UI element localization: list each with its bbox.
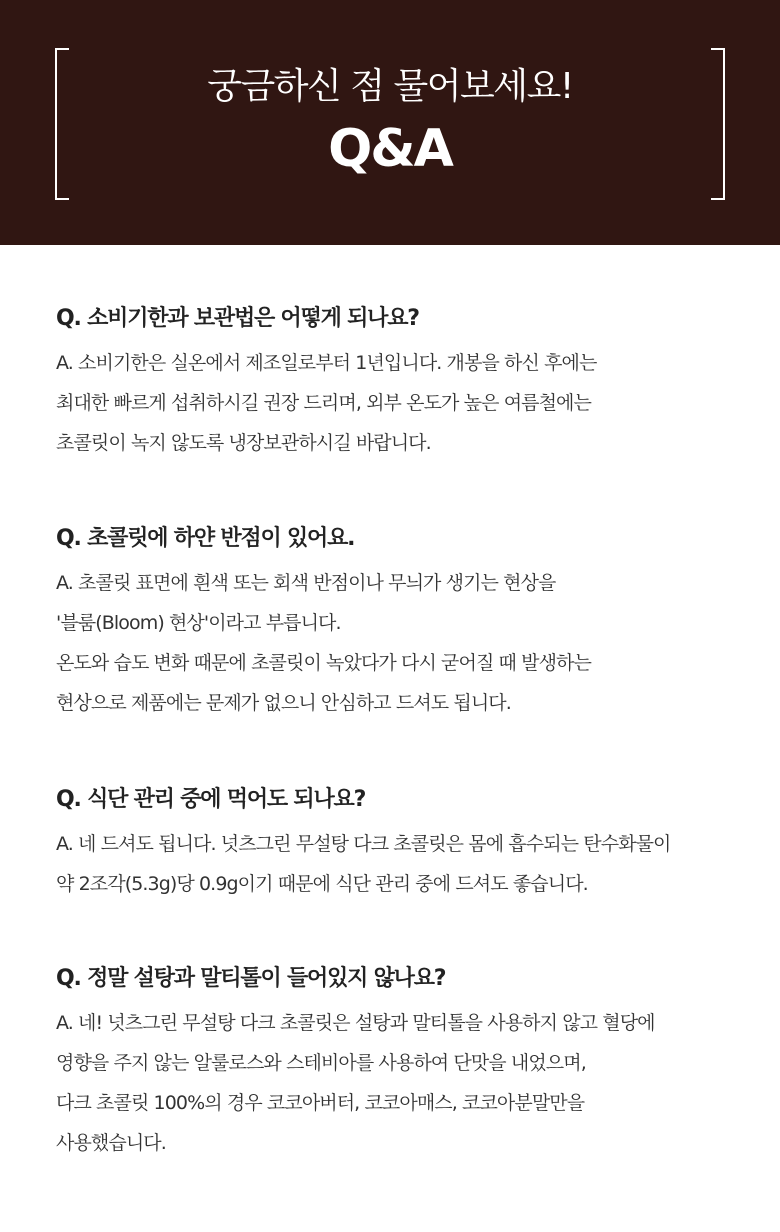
header-title: Q&A <box>328 119 452 179</box>
answer-line: '블룸(Bloom) 현상'이라고 부릅니다. <box>56 612 341 634</box>
answer-line: 사용했습니다. <box>56 1132 166 1154</box>
answer-block <box>56 343 756 463</box>
answer-line: A. 네 드셔도 됩니다. 넛츠그린 무설탕 다크 초콜릿은 몸에 흡수되는 탄수화물이 <box>56 833 671 855</box>
qa-item <box>56 964 756 1163</box>
answer-line: 초콜릿이 녹지 않도록 냉장보관하시길 바랍니다. <box>56 432 431 454</box>
answer-line: 약 2조각(5.3g)당 0.9g이기 때문에 식단 관리 중에 드셔도 좋습니다. <box>56 873 588 895</box>
answer-line: 현상으로 제품에는 문제가 없으니 안심하고 드셔도 됩니다. <box>56 692 511 714</box>
question-text: Q. 소비기한과 보관법은 어떻게 되나요? <box>56 306 419 331</box>
qa-item <box>56 304 756 463</box>
answer-line: 온도와 습도 변화 때문에 초콜릿이 녹았다가 다시 굳어질 때 발생하는 <box>56 652 591 674</box>
answer-line: 다크 초콜릿 100%의 경우 코코아버터, 코코아매스, 코코아분말만을 <box>56 1092 585 1114</box>
answer-line: A. 초콜릿 표면에 흰색 또는 회색 반점이나 무늬가 생기는 현상을 <box>56 572 556 594</box>
header-banner <box>0 0 780 245</box>
header-subtitle: 궁금하신 점 물어보세요! <box>207 66 573 107</box>
answer-block <box>56 1003 756 1163</box>
question-text: Q. 정말 설탕과 말티톨이 들어있지 않나요? <box>56 966 446 991</box>
qa-item <box>56 785 756 904</box>
answer-line: 최대한 빠르게 섭취하시길 권장 드리며, 외부 온도가 높은 여름철에는 <box>56 392 591 414</box>
qa-item <box>56 524 756 723</box>
answer-line: A. 소비기한은 실온에서 제조일로부터 1년입니다. 개봉을 하신 후에는 <box>56 352 597 374</box>
question-text: Q. 식단 관리 중에 먹어도 되나요? <box>56 787 366 812</box>
answer-block <box>56 563 756 723</box>
question-text: Q. 초콜릿에 하얀 반점이 있어요. <box>56 526 355 551</box>
answer-block <box>56 824 756 904</box>
answer-line: A. 네! 넛츠그린 무설탕 다크 초콜릿은 설탕과 말티톨을 사용하지 않고 혈당에 <box>56 1012 655 1034</box>
answer-line: 영향을 주지 않는 알룰로스와 스테비아를 사용하여 단맛을 내었으며, <box>56 1052 586 1074</box>
